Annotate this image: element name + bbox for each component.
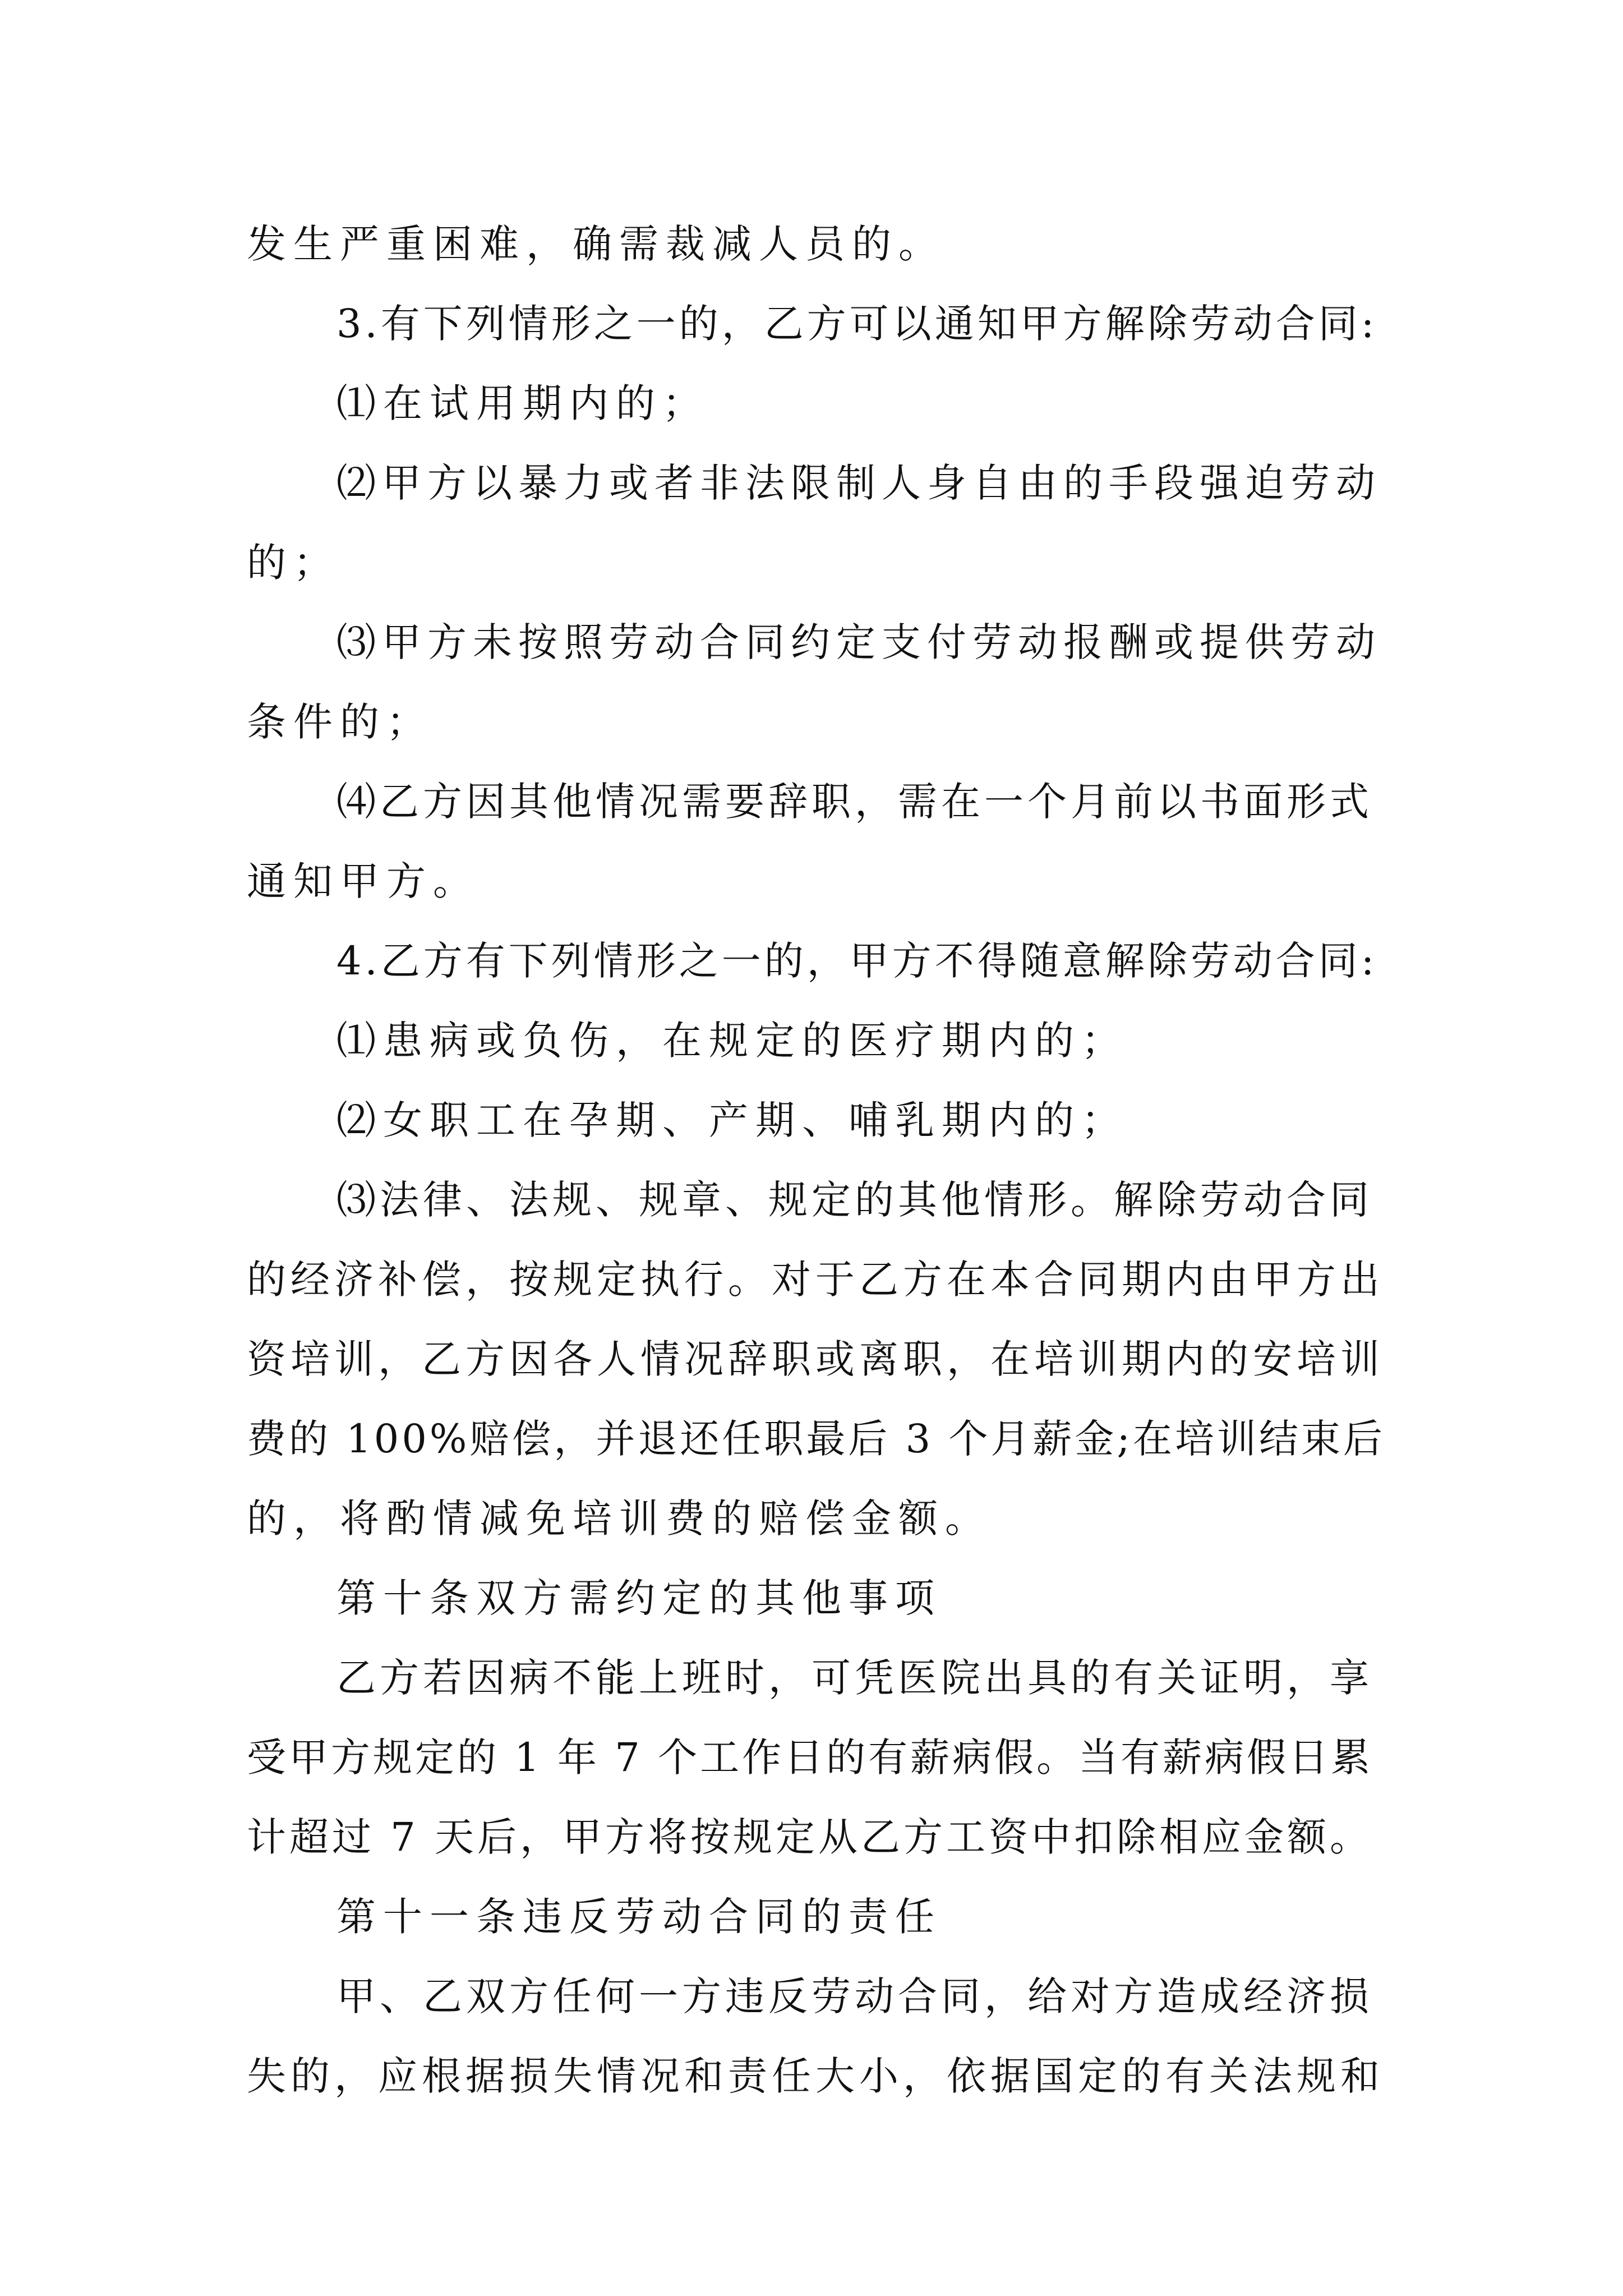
text-line: ⑵甲方以暴力或者非法限制人身自由的手段强迫劳动 xyxy=(336,460,1381,506)
text-line: 通知甲方。 xyxy=(247,858,479,904)
text-line: 4.乙方有下列情形之一的，甲方不得随意解除劳动合同: xyxy=(336,938,1378,984)
text-line: 的； xyxy=(247,540,340,586)
text-line: 资培训，乙方因各人情况辞职或离职，在培训期内的安培训 xyxy=(247,1336,1384,1382)
text-line: 的，将酌情减免培训费的赔偿金额。 xyxy=(247,1496,992,1542)
text-line: ⑴患病或负伤，在规定的医疗期内的； xyxy=(336,1018,1128,1064)
section-heading: 第十一条违反劳动合同的责任 xyxy=(336,1894,942,1940)
text-line: ⑶法律、法规、规章、规定的其他情形。解除劳动合同 xyxy=(336,1177,1373,1223)
text-line: ⑴在试用期内的； xyxy=(336,380,709,426)
section-heading: 第十条双方需约定的其他事项 xyxy=(336,1575,942,1621)
text-line: 受甲方规定的 1 年 7 个工作日的有薪病假。当有薪病假日累 xyxy=(247,1734,1373,1780)
text-line: 的经济补偿，按规定执行。对于乙方在本合同期内由甲方出 xyxy=(247,1257,1384,1303)
text-line: 失的，应根据损失情况和责任大小，依据国定的有关法规和 xyxy=(247,2053,1384,2099)
text-line: 甲、乙双方任何一方违反劳动合同，给对方造成经济损 xyxy=(336,1973,1373,2019)
text-line: ⑶甲方未按照劳动合同约定支付劳动报酬或提供劳动 xyxy=(336,619,1381,665)
text-line: 条件的； xyxy=(247,699,433,745)
text-line: 发生严重困难，确需裁减人员的。 xyxy=(247,221,945,267)
text-line: 计超过 7 天后，甲方将按规定从乙方工资中扣除相应金额。 xyxy=(247,1814,1373,1860)
text-line: 费的 100%赔偿，并退还任职最后 3 个月薪金;在培训结束后 xyxy=(247,1416,1385,1462)
text-line: ⑵女职工在孕期、产期、哺乳期内的； xyxy=(336,1097,1128,1143)
text-line: 乙方若因病不能上班时，可凭医院出具的有关证明，享 xyxy=(336,1655,1373,1701)
text-line: 3.有下列情形之一的，乙方可以通知甲方解除劳动合同: xyxy=(336,301,1378,347)
text-line: ⑷乙方因其他情况需要辞职，需在一个月前以书面形式 xyxy=(336,779,1373,825)
